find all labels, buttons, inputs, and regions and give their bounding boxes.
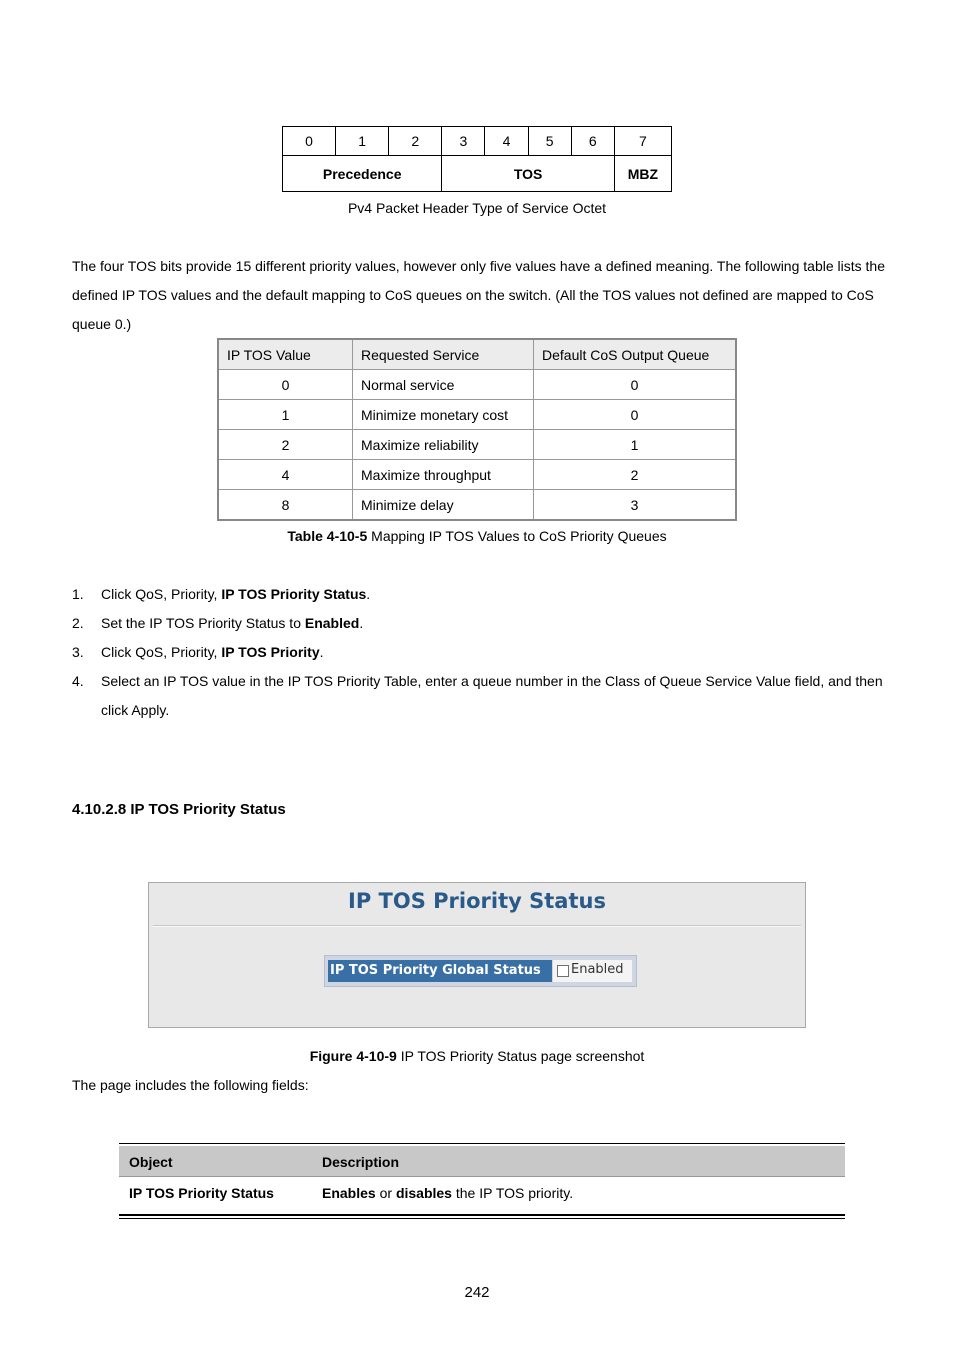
tos-value-cell: 0 — [218, 370, 353, 400]
desc-bold-1: Enables — [322, 1185, 376, 1201]
step-text: Click QoS, Priority, — [101, 586, 222, 602]
table-row — [218, 430, 736, 460]
step-end: . — [366, 586, 371, 602]
tos-value-cell: 1 — [218, 400, 353, 430]
desc-text-1: or — [375, 1185, 396, 1201]
global-status-value — [553, 960, 632, 982]
table-caption — [0, 528, 954, 544]
bit-cell: 0 — [283, 127, 336, 156]
enabled-checkbox-label[interactable]: Enabled — [571, 962, 624, 977]
bit-cell: 6 — [571, 127, 614, 156]
queue-cell: 1 — [534, 430, 737, 460]
step-number: 2. — [72, 615, 84, 631]
screenshot-title: IP TOS Priority Status — [348, 889, 606, 913]
step-end: . — [319, 644, 324, 660]
service-cell: Minimize delay — [353, 490, 534, 521]
table-top-rule — [119, 1143, 845, 1144]
step-text: Select an IP TOS value in the IP TOS Priority Table, enter a queue number in the Class of Queue Service Value field, and then click Apply. — [101, 673, 883, 718]
global-status-row — [324, 955, 637, 987]
table-header-row — [119, 1146, 845, 1176]
description-header: Description — [322, 1154, 400, 1170]
desc-text-2: the IP TOS priority. — [451, 1185, 574, 1201]
ip-tos-status-screenshot — [148, 882, 806, 1028]
step-bold: IP TOS Priority — [221, 644, 320, 660]
step-text: Set the IP TOS Priority Status to — [101, 615, 305, 631]
desc-bold-2: disables — [395, 1185, 452, 1201]
table-row — [119, 1176, 845, 1207]
bit-cell: 3 — [442, 127, 485, 156]
figure-caption-label: Figure 4-10-9 — [309, 1048, 397, 1064]
service-cell: Maximize throughput — [353, 460, 534, 490]
figure-caption — [0, 1048, 954, 1064]
object-cell: IP TOS Priority Status — [129, 1185, 274, 1201]
enabled-checkbox[interactable] — [557, 965, 569, 977]
bit-cell: 1 — [336, 127, 389, 156]
steps-list — [72, 580, 892, 725]
precedence-field: Precedence — [283, 156, 442, 192]
title-divider — [153, 925, 801, 927]
mbz-field: MBZ — [614, 156, 671, 192]
tos-field: TOS — [442, 156, 614, 192]
queue-cell: 0 — [534, 370, 737, 400]
step-number: 3. — [72, 644, 84, 660]
table-bottom-rule — [119, 1214, 845, 1216]
list-item — [72, 667, 892, 725]
table-header: Requested Service — [353, 339, 534, 370]
list-item — [72, 580, 892, 609]
table-header: IP TOS Value — [218, 339, 353, 370]
tos-value-cell: 4 — [218, 460, 353, 490]
step-end: . — [359, 615, 364, 631]
table-caption-text: Mapping IP TOS Values to CoS Priority Queues — [371, 528, 667, 544]
bit-cell: 7 — [614, 127, 671, 156]
tos-octet-table — [282, 126, 672, 192]
service-cell: Normal service — [353, 370, 534, 400]
step-text: Click QoS, Priority, — [101, 644, 222, 660]
tos-mapping-table — [217, 338, 737, 521]
step-number: 4. — [72, 673, 84, 689]
bit-cell: 2 — [389, 127, 442, 156]
section-heading: 4.10.2.8 IP TOS Priority Status — [72, 801, 286, 818]
queue-cell: 0 — [534, 400, 737, 430]
step-number: 1. — [72, 586, 84, 602]
step-bold: IP TOS Priority Status — [221, 586, 367, 602]
global-status-label: IP TOS Priority Global Status — [328, 960, 552, 982]
table-row — [218, 370, 736, 400]
table-bottom-rule-thin — [119, 1218, 845, 1219]
octet-caption: Pv4 Packet Header Type of Service Octet — [347, 200, 607, 216]
bit-cell: 5 — [528, 127, 571, 156]
description-cell — [322, 1185, 573, 1201]
intro-paragraph: The four TOS bits provide 15 different priority values, however only five values have a defined meaning. The following table lists the defined IP TOS values and the default mapping to CoS queues on the switch. (All the TOS values not defined are mapped to CoS queue 0.) — [72, 258, 885, 332]
tos-value-cell: 2 — [218, 430, 353, 460]
service-cell: Minimize monetary cost — [353, 400, 534, 430]
object-header: Object — [129, 1154, 173, 1170]
table-row — [218, 460, 736, 490]
list-item — [72, 609, 892, 638]
table-row — [218, 490, 736, 521]
table-caption-label: Table 4-10-5 — [287, 528, 368, 544]
table-row — [218, 400, 736, 430]
figure-caption-text: IP TOS Priority Status page screenshot — [400, 1048, 645, 1064]
bit-cell: 4 — [485, 127, 528, 156]
queue-cell: 2 — [534, 460, 737, 490]
step-bold: Enabled — [304, 615, 360, 631]
tos-value-cell: 8 — [218, 490, 353, 521]
fields-intro: The page includes the following fields: — [72, 1077, 309, 1093]
page-number: 242 — [464, 1284, 490, 1301]
table-header: Default CoS Output Queue — [534, 339, 737, 370]
queue-cell: 3 — [534, 490, 737, 521]
list-item — [72, 638, 892, 667]
service-cell: Maximize reliability — [353, 430, 534, 460]
